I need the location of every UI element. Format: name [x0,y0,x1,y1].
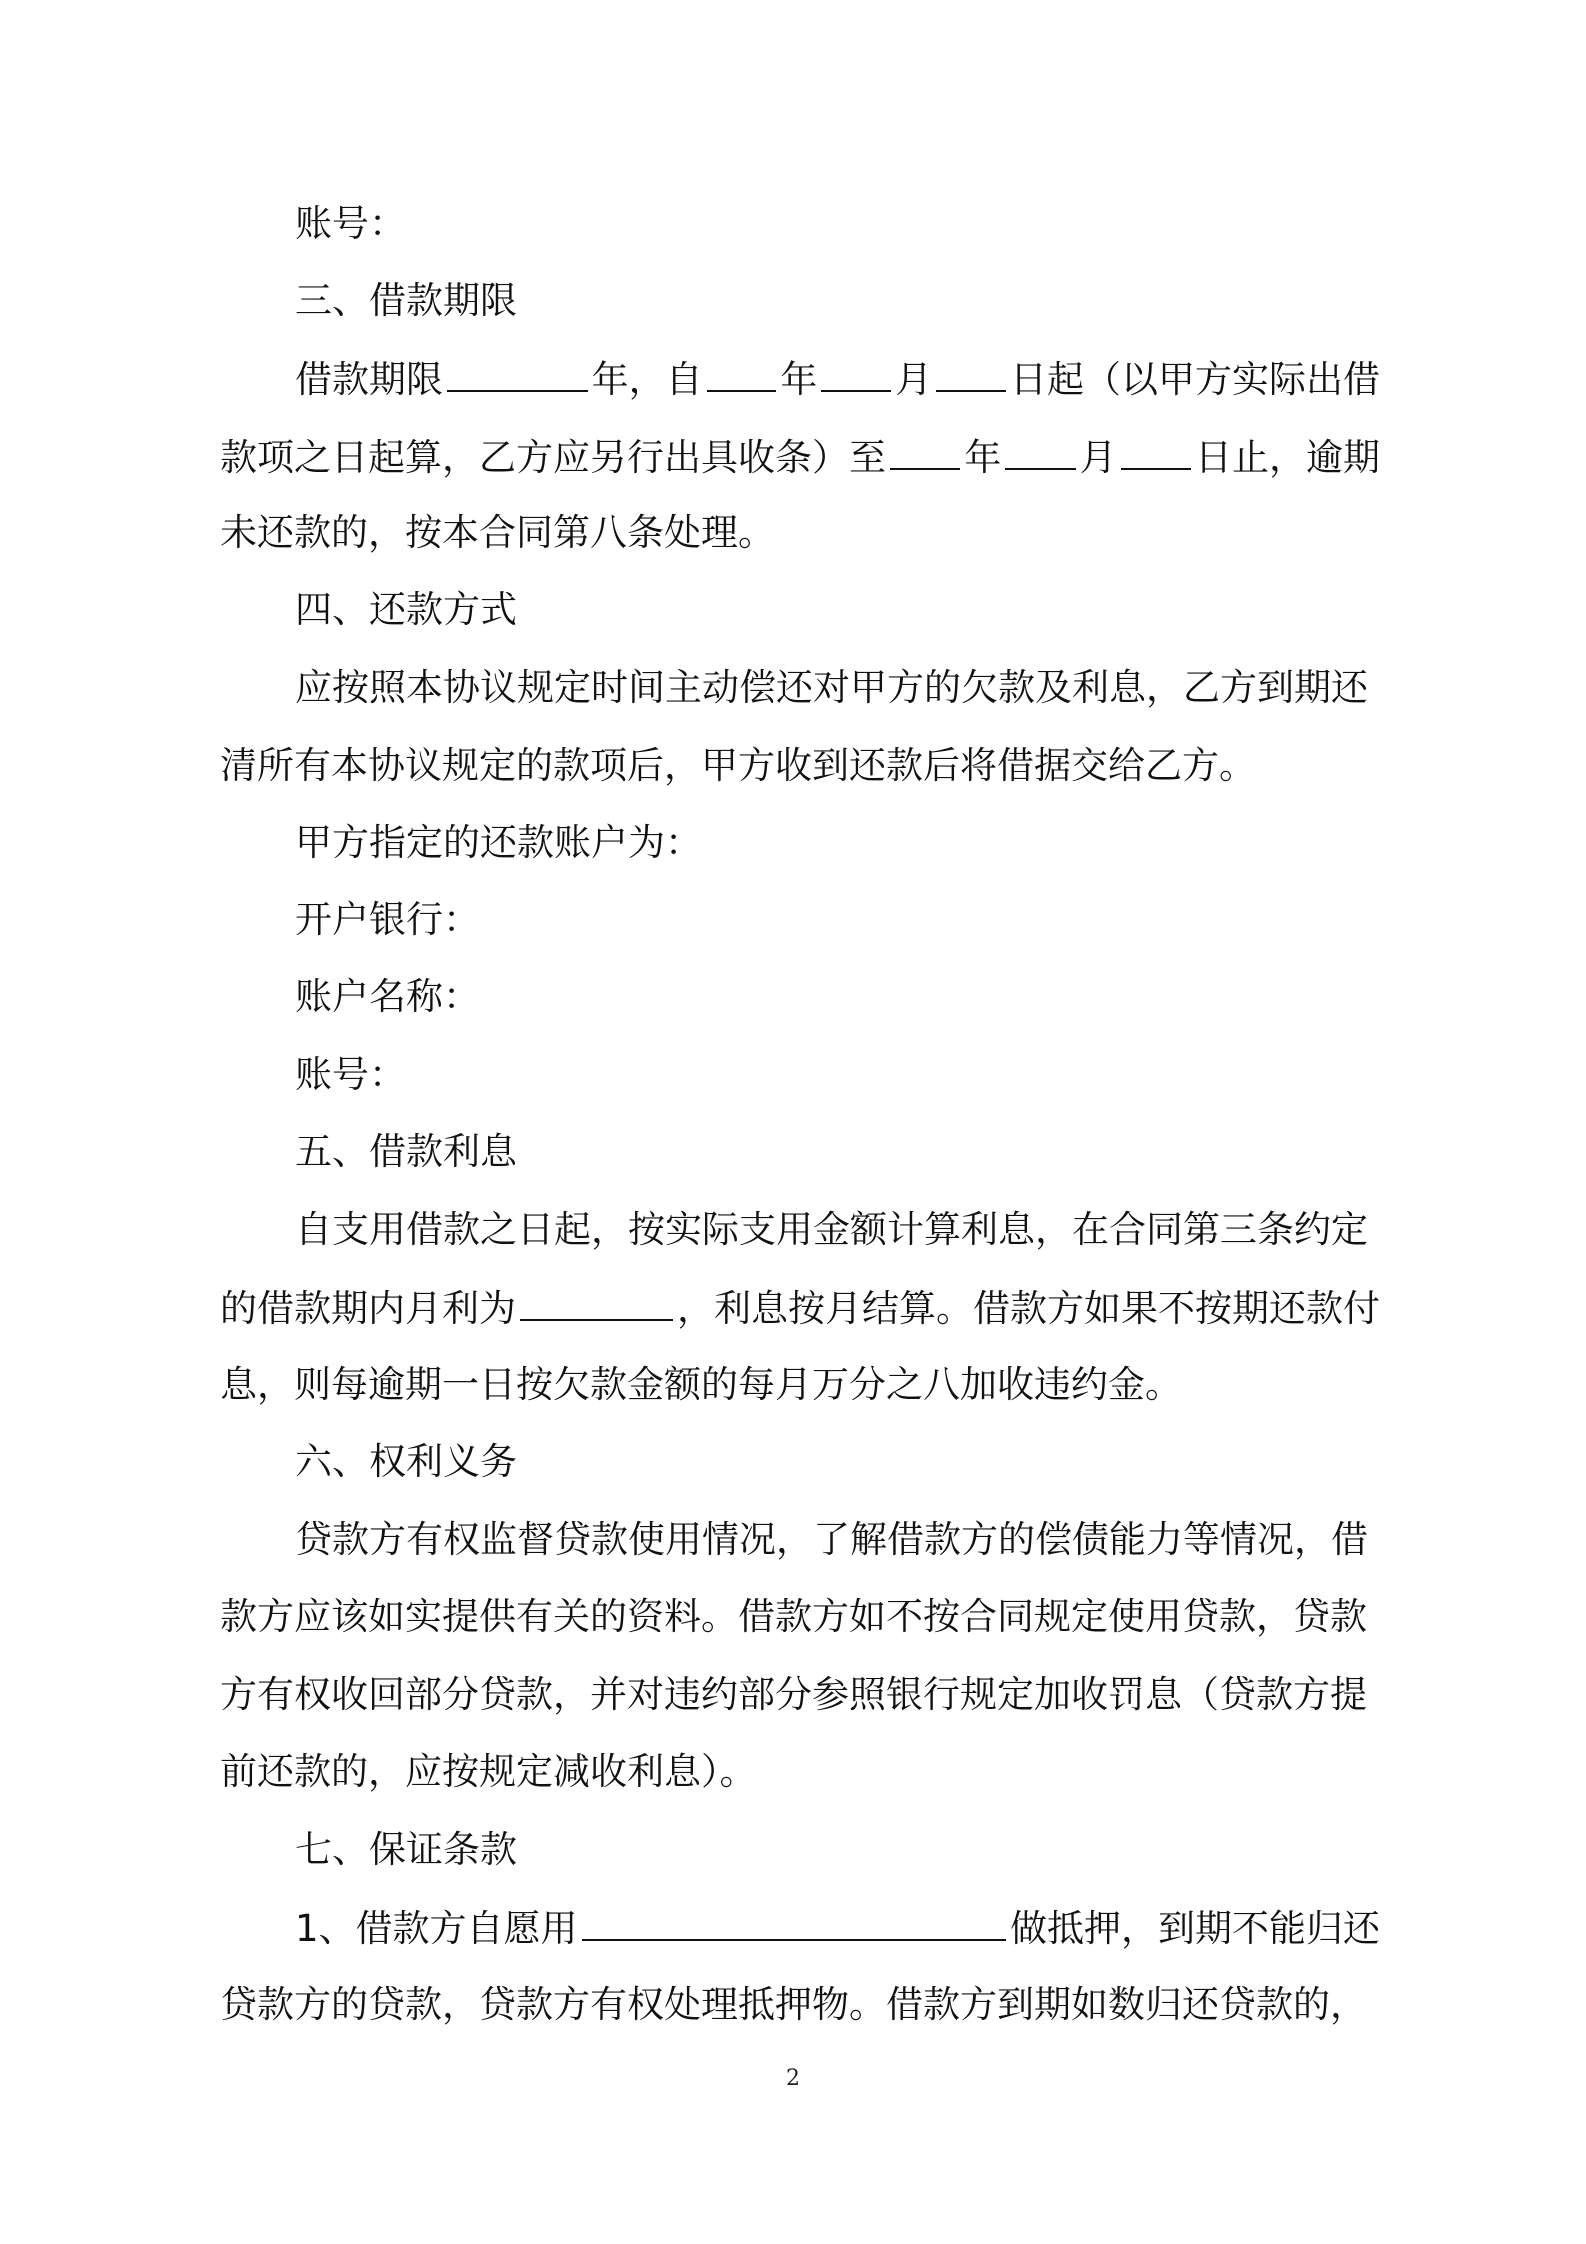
text-segment: 月 [895,358,933,401]
loan-term-line-3: 未还款的，按本合同第八条处理。 [220,511,775,554]
fill-blank-start-day[interactable] [936,350,1006,392]
text-segment: 1、借款方自愿用 [295,1907,578,1950]
bank-name-label: 开户银行： [295,898,480,941]
account-number-label-2: 账号： [295,1053,406,1096]
fill-blank-end-month[interactable] [1005,428,1075,470]
rights-line-1 [295,1512,1380,1568]
page-number: 2 [786,2066,800,2091]
repayment-line-2: 清所有本协议规定的款项后，甲方收到还款后将借据交给乙方。 [220,744,1256,787]
text-segment: 自支用借款之日起，按实际支用金额计算利息，在合同第三条约定 [295,1208,1368,1251]
repayment-account-label: 甲方指定的还款账户为： [295,821,702,864]
rights-line-4: 前还款的，应按规定减收利息）。 [220,1750,757,1793]
rights-line-3 [220,1667,1380,1723]
text-segment: 年 [780,358,818,401]
fill-blank-start-year[interactable] [707,350,777,392]
text-segment: ，利息按月结算。借款方如果不按期还款付 [677,1287,1380,1330]
interest-line-1 [295,1202,1380,1258]
text-segment: 方有权收回部分贷款，并对违约部分参照银行规定加收罚息（贷款方提 [220,1673,1367,1716]
text-segment: 做抵押，到期不能归还 [1010,1907,1380,1950]
text-segment: 借款期限 [295,358,443,401]
section-4-heading: 四、还款方式 [295,588,517,631]
text-segment: 的借款期内月利为 [220,1287,516,1330]
text-segment: 款项之日起算，乙方应另行出具收条）至 [220,436,886,479]
fill-blank-monthly-rate[interactable] [520,1279,673,1321]
text-segment: 款方应该如实提供有关的资料。借款方如不按合同规定使用贷款，贷款 [220,1595,1367,1638]
section-6-heading: 六、权利义务 [295,1440,517,1483]
fill-blank-end-year[interactable] [890,428,960,470]
text-segment: 贷款方的贷款，贷款方有权处理抵押物。借款方到期如数归还贷款的， [220,1983,1367,2026]
text-segment: 年 [964,436,1002,479]
repayment-line-1 [295,660,1380,716]
interest-line-3: 息，则每逾期一日按欠款金额的每月万分之八加收违约金。 [220,1363,1182,1406]
section-5-heading: 五、借款利息 [295,1130,517,1173]
section-7-heading: 七、保证条款 [295,1828,517,1871]
text-segment: 日起（以甲方实际出借 [1010,358,1381,401]
fill-blank-collateral[interactable] [582,1899,1006,1941]
section-3-heading: 三、借款期限 [295,279,517,322]
text-segment: 贷款方有权监督贷款使用情况，了解借款方的偿债能力等情况，借 [295,1518,1368,1561]
text-segment: 应按照本协议规定时间主动偿还对甲方的欠款及利息，乙方到期还 [295,666,1368,709]
fill-blank-years[interactable] [447,350,588,392]
loan-term-line-2 [220,428,1380,484]
rights-line-2 [220,1589,1380,1645]
fill-blank-end-day[interactable] [1121,428,1191,470]
text-segment: 年，自 [591,358,703,401]
fill-blank-start-month[interactable] [821,350,891,392]
account-number-label-1: 账号： [295,202,406,245]
text-segment: 日止，逾期 [1194,436,1380,479]
loan-term-line-1 [295,350,1380,406]
interest-line-2 [220,1279,1380,1335]
account-name-label: 账户名称： [295,975,480,1018]
text-segment: 月 [1079,436,1117,479]
guarantee-line-2 [220,1977,1380,2033]
guarantee-line-1 [295,1899,1380,1955]
